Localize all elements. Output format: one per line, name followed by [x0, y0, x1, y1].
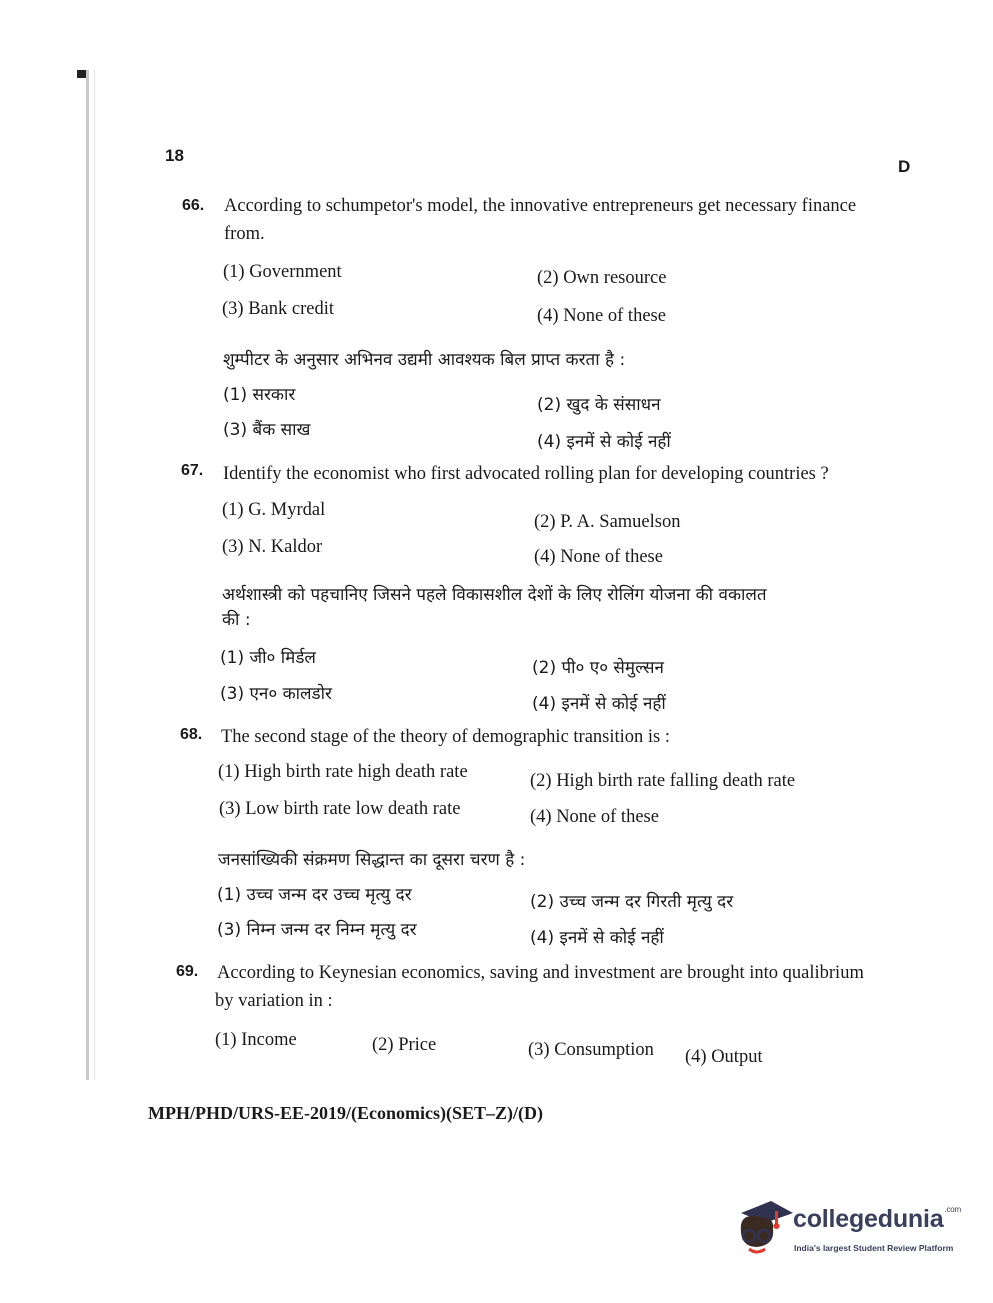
q68-option-1[interactable]: (1) High birth rate high death rate: [218, 762, 468, 782]
q69-option-1[interactable]: (1) Income: [215, 1030, 297, 1050]
logo-suffix: .com: [944, 1205, 961, 1214]
q69-option-3[interactable]: (3) Consumption: [528, 1040, 654, 1060]
mascot-icon: [733, 1195, 795, 1259]
q67-option-2[interactable]: (2) P. A. Samuelson: [534, 512, 681, 532]
logo-name: collegedunia: [793, 1205, 944, 1233]
q67-option-3[interactable]: (3) N. Kaldor: [222, 537, 323, 557]
q69-option-4[interactable]: (4) Output: [685, 1047, 763, 1067]
q66-option-4[interactable]: (4) None of these: [537, 306, 666, 326]
q69-option-2[interactable]: (2) Price: [372, 1035, 437, 1055]
binding-margin-line: [86, 70, 89, 1080]
set-code: D: [898, 157, 911, 176]
q67-option-4[interactable]: (4) None of these: [534, 547, 663, 567]
logo-wordmark: [793, 1205, 961, 1234]
question-69-text-line2: by variation in :: [215, 991, 333, 1011]
question-66-text-line1: According to schumpetor's model, the innovative entrepreneurs get necessary finance: [224, 196, 857, 216]
q68-option-3[interactable]: (3) Low birth rate low death rate: [219, 799, 461, 819]
question-66-hindi-text: शुम्पीटर के अनुसार अभिनव उद्यमी आवश्यक बिल प्राप्त करता है :: [223, 350, 626, 370]
question-68-text: The second stage of the theory of demographic transition is :: [221, 727, 671, 747]
logo-tagline: India's largest Student Review Platform: [794, 1243, 954, 1253]
question-67-number: 67.: [181, 462, 204, 479]
q67-hindi-option-2[interactable]: (2) पी० ए० सेमुल्सन: [532, 658, 664, 678]
question-67-hindi-text-line1: अर्थशास्त्री को पहचानिए जिसने पहले विकासशील देशों के लिए रोलिंग योजना की वकालत: [222, 585, 767, 605]
q68-hindi-option-4[interactable]: (4) इनमें से कोई नहीं: [530, 928, 664, 948]
q68-hindi-option-3[interactable]: (3) निम्न जन्म दर निम्न मृत्यु दर: [217, 920, 417, 940]
binding-margin-line-inner: [94, 70, 95, 1080]
q67-hindi-option-3[interactable]: (3) एन० कालडोर: [220, 684, 332, 704]
q67-hindi-option-1[interactable]: (1) जी० मिर्डल: [220, 648, 316, 668]
q66-option-3[interactable]: (3) Bank credit: [222, 299, 334, 319]
q67-option-1[interactable]: (1) G. Myrdal: [222, 500, 326, 520]
q68-hindi-option-1[interactable]: (1) उच्च जन्म दर उच्च मृत्यु दर: [217, 885, 412, 905]
question-66-number: 66.: [182, 197, 205, 214]
q67-hindi-option-4[interactable]: (4) इनमें से कोई नहीं: [532, 694, 666, 714]
q68-hindi-option-2[interactable]: (2) उच्च जन्म दर गिरती मृत्यु दर: [530, 892, 734, 912]
question-68-hindi-text: जनसांख्यिकी संक्रमण सिद्धान्त का दूसरा चरण है :: [218, 850, 526, 870]
question-66-text-line2: from.: [224, 224, 265, 244]
question-68-number: 68.: [180, 726, 203, 743]
q66-hindi-option-3[interactable]: (3) बैंक साख: [223, 420, 311, 440]
q66-hindi-option-1[interactable]: (1) सरकार: [223, 385, 296, 405]
q66-hindi-option-2[interactable]: (2) खुद के संसाधन: [537, 395, 661, 415]
q68-option-4[interactable]: (4) None of these: [530, 807, 659, 827]
q66-hindi-option-4[interactable]: (4) इनमें से कोई नहीं: [537, 432, 671, 452]
q68-option-2[interactable]: (2) High birth rate falling death rate: [530, 771, 796, 791]
question-69-text-line1: According to Keynesian economics, saving and investment are brought into qualibrium: [217, 963, 864, 983]
question-69-number: 69.: [176, 963, 199, 980]
margin-mark: [77, 70, 86, 78]
question-67-text: Identify the economist who first advocated rolling plan for developing countries ?: [223, 464, 829, 484]
q66-option-2[interactable]: (2) Own resource: [537, 268, 667, 288]
page-number: 18: [165, 146, 184, 165]
q66-option-1[interactable]: (1) Government: [223, 262, 342, 282]
paper-code-footer: MPH/PHD/URS-EE-2019/(Economics)(SET–Z)/(D): [148, 1103, 543, 1123]
question-67-hindi-text-line2: की :: [222, 610, 251, 630]
